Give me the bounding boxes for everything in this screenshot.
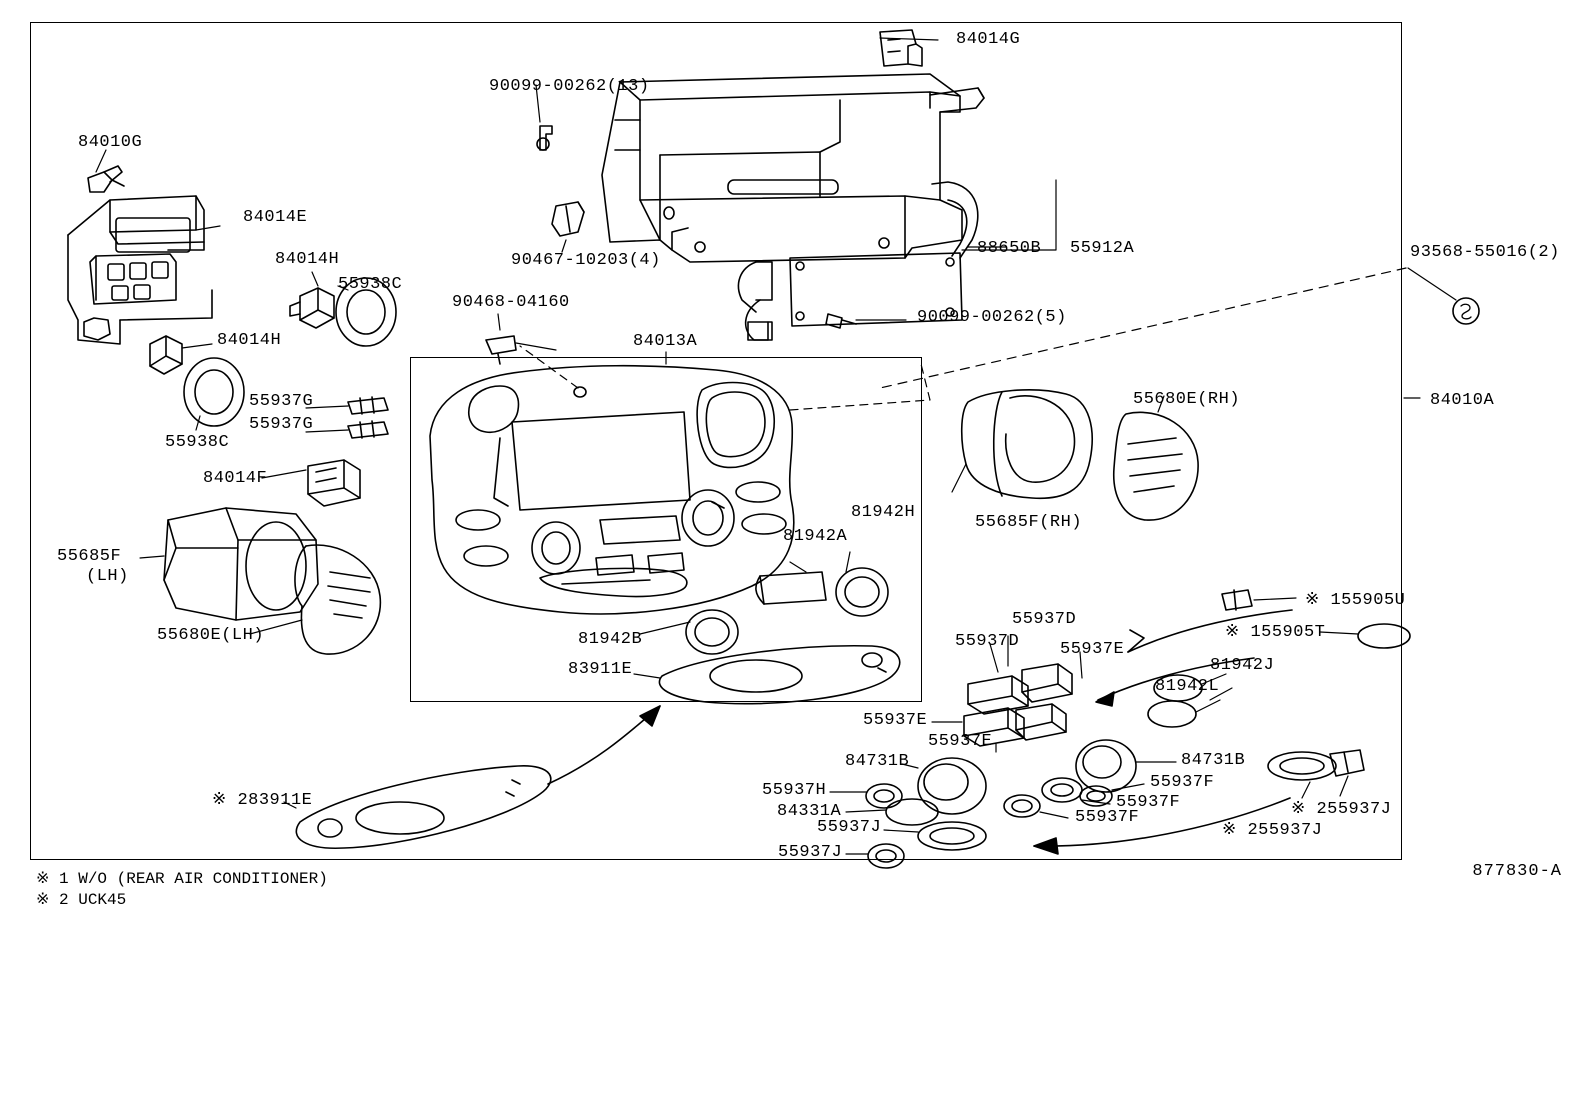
part-label: 55937J bbox=[817, 818, 882, 837]
part-label: 55937F bbox=[1116, 793, 1181, 812]
part-label: 55938C bbox=[165, 433, 230, 452]
part-label: 84014G bbox=[956, 30, 1021, 49]
part-label: 55937F bbox=[1075, 808, 1140, 827]
part-label: ※ 155905T bbox=[1225, 623, 1326, 642]
part-label: 55937H bbox=[762, 781, 827, 800]
part-label: ※ 255937J bbox=[1222, 821, 1323, 840]
sheet-code: 877830-A bbox=[1472, 862, 1562, 881]
part-label: 55685F(RH) bbox=[975, 513, 1083, 532]
part-label: 84014F bbox=[203, 469, 268, 488]
part-label: 55685F bbox=[57, 547, 122, 566]
footnote-1: ※ 1 W/O (REAR AIR CONDITIONER) bbox=[36, 870, 328, 888]
part-label: 55680E(RH) bbox=[1133, 390, 1241, 409]
part-label: ※ 283911E bbox=[212, 791, 313, 810]
part-label: 88650B bbox=[977, 239, 1042, 258]
part-label: 90467-10203(4) bbox=[511, 251, 661, 270]
part-label: 84014H bbox=[275, 250, 340, 269]
part-label: 83911E bbox=[568, 660, 633, 679]
part-label: 84331A bbox=[777, 802, 842, 821]
part-label: 90099-00262(13) bbox=[489, 77, 650, 96]
part-label: 55937E bbox=[928, 732, 993, 751]
part-label: ※ 255937J bbox=[1291, 800, 1392, 819]
part-label: 55937D bbox=[955, 632, 1020, 651]
part-label: 84010A bbox=[1430, 391, 1495, 410]
part-label: 55912A bbox=[1070, 239, 1135, 258]
part-label: 84013A bbox=[633, 332, 698, 351]
part-label: 55938C bbox=[338, 275, 403, 294]
part-label: 90099-00262(5) bbox=[917, 308, 1067, 327]
part-label: ※ 155905U bbox=[1305, 591, 1406, 610]
part-label: 84014E bbox=[243, 208, 308, 227]
part-label: 55680E(LH) bbox=[157, 626, 265, 645]
part-label: 55937E bbox=[1060, 640, 1125, 659]
part-label: 55937G bbox=[249, 415, 314, 434]
part-label: 81942L bbox=[1155, 677, 1220, 696]
part-label: 55937E bbox=[863, 711, 928, 730]
part-label: 84010G bbox=[78, 133, 143, 152]
part-label: 55937F bbox=[1150, 773, 1215, 792]
part-label: 55937G bbox=[249, 392, 314, 411]
part-label: 84014H bbox=[217, 331, 282, 350]
part-label: 81942H bbox=[851, 503, 916, 522]
part-label: 90468-04160 bbox=[452, 293, 570, 312]
part-label: 84731B bbox=[1181, 751, 1246, 770]
part-label: (LH) bbox=[86, 567, 129, 586]
part-label: 84731B bbox=[845, 752, 910, 771]
part-label: 55937D bbox=[1012, 610, 1077, 629]
part-label: 55937J bbox=[778, 843, 843, 862]
part-label: 93568-55016(2) bbox=[1410, 243, 1560, 262]
part-label: 81942A bbox=[783, 527, 848, 546]
part-label: 81942J bbox=[1210, 656, 1275, 675]
part-label: 81942B bbox=[578, 630, 643, 649]
footnote-2: ※ 2 UCK45 bbox=[36, 891, 127, 909]
